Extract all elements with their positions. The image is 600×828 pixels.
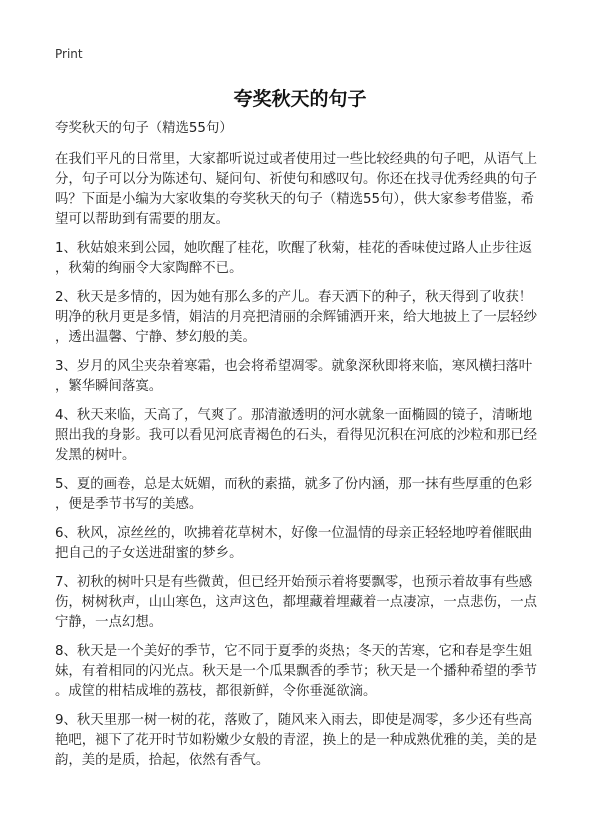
text-line: 8、秋天是一个美好的季节，它不同于夏季的炎热；冬天的苦寒，它和春是孪生姐 xyxy=(55,644,533,659)
text-line: 艳吧，褪下了花开时节如粉嫩少女般的青涩，换上的是一种成熟优雅的美，美的是 xyxy=(55,733,538,748)
text-line: 宁静，一点幻想。 xyxy=(55,615,163,630)
text-line: 发黑的树叶。 xyxy=(55,448,136,463)
text-line: 吗？下面是小编为大家收集的夸奖秋天的句子（精选55句），供大家参考借鉴，希 xyxy=(55,192,535,207)
text-line: 。成筐的柑桔成堆的荔枝，都很新鲜，令你垂涎欲滴。 xyxy=(55,684,377,699)
text-line: 在我们平凡的日常里，大家都听说过或者使用过一些比较经典的句子吧，从语气上 xyxy=(55,152,538,167)
sentence-item xyxy=(55,642,545,702)
text-line: 1、秋姑娘来到公园，她吹醒了桂花，吹醒了秋菊，桂花的香味使过路人止步往返 xyxy=(55,241,533,256)
text-line: 伤，树树秋声，山山寒色，这声这色，都埋藏着埋藏着一点凄凉，一点悲伤，一点 xyxy=(55,595,538,610)
sentence-item xyxy=(55,288,545,348)
sentence-item xyxy=(55,711,545,771)
text-line: ，繁华瞬间落寞。 xyxy=(55,379,163,394)
text-line: 7、初秋的树叶只是有些微黄，但已经开始预示着将要飘零，也预示着故事有些感 xyxy=(55,575,533,590)
sentence-item xyxy=(55,406,545,466)
text-line: ，透出温馨、宁静、梦幻般的美。 xyxy=(55,330,256,345)
text-line: 5、夏的画卷，总是太妩媚，而秋的素描，就多了份内涵，那一抹有些厚重的色彩 xyxy=(55,477,533,492)
sentence-item xyxy=(55,475,545,515)
text-line: ，秋菊的绚丽令大家陶醉不已。 xyxy=(55,261,243,276)
text-line: 妹，有着相同的闪光点。秋天是一个瓜果飘香的季节；秋天是一个播种希望的季节 xyxy=(55,664,538,679)
text-line: 9、秋天里那一树一树的花，落败了，随风来入雨去，即使是凋零，多少还有些高 xyxy=(55,713,533,728)
sentence-item xyxy=(55,573,545,633)
document-subtitle: 夸奖秋天的句子（精选55句） xyxy=(55,121,233,136)
text-line: 4、秋天来临，天高了，气爽了。那清澈透明的河水就象一面椭圆的镜子，清晰地 xyxy=(55,408,533,423)
intro-paragraph xyxy=(55,150,545,230)
print-link[interactable]: Print xyxy=(55,47,83,61)
text-line: ，便是季节书写的美感。 xyxy=(55,497,203,512)
text-line: 6、秋风，凉丝丝的，吹拂着花草树木，好像一位温情的母亲正轻轻地哼着催眠曲 xyxy=(55,526,533,541)
sentence-item xyxy=(55,239,545,279)
sentence-item xyxy=(55,524,545,564)
document-body xyxy=(55,119,545,780)
text-line: 望可以帮助到有需要的朋友。 xyxy=(55,212,230,227)
text-line: 韵，美的是质，拾起，依然有香气。 xyxy=(55,753,270,768)
text-line: 明净的秋月更是多情，娟洁的月亮把清丽的余辉铺洒开来，给大地披上了一层轻纱 xyxy=(55,310,538,325)
text-line: 2、秋天是多情的，因为她有那么多的产儿。春天洒下的种子，秋天得到了收获！ xyxy=(55,290,533,305)
sentence-item xyxy=(55,357,545,397)
page-title: 夸奖秋天的句子 xyxy=(233,88,367,110)
text-line: 3、岁月的风尘夹杂着寒霜，也会将希望凋零。就象深秋即将来临，寒风横扫落叶 xyxy=(55,359,533,374)
text-line: 照出我的身影。我可以看见河底青褐色的石头，看得见沉积在河底的沙粒和那已经 xyxy=(55,428,538,443)
paragraph-list xyxy=(55,150,545,771)
text-line: 把自己的子女送进甜蜜的梦乡。 xyxy=(55,546,243,561)
text-line: 分，句子可以分为陈述句、疑问句、祈使句和感叹句。你还在找寻优秀经典的句子 xyxy=(55,172,538,187)
